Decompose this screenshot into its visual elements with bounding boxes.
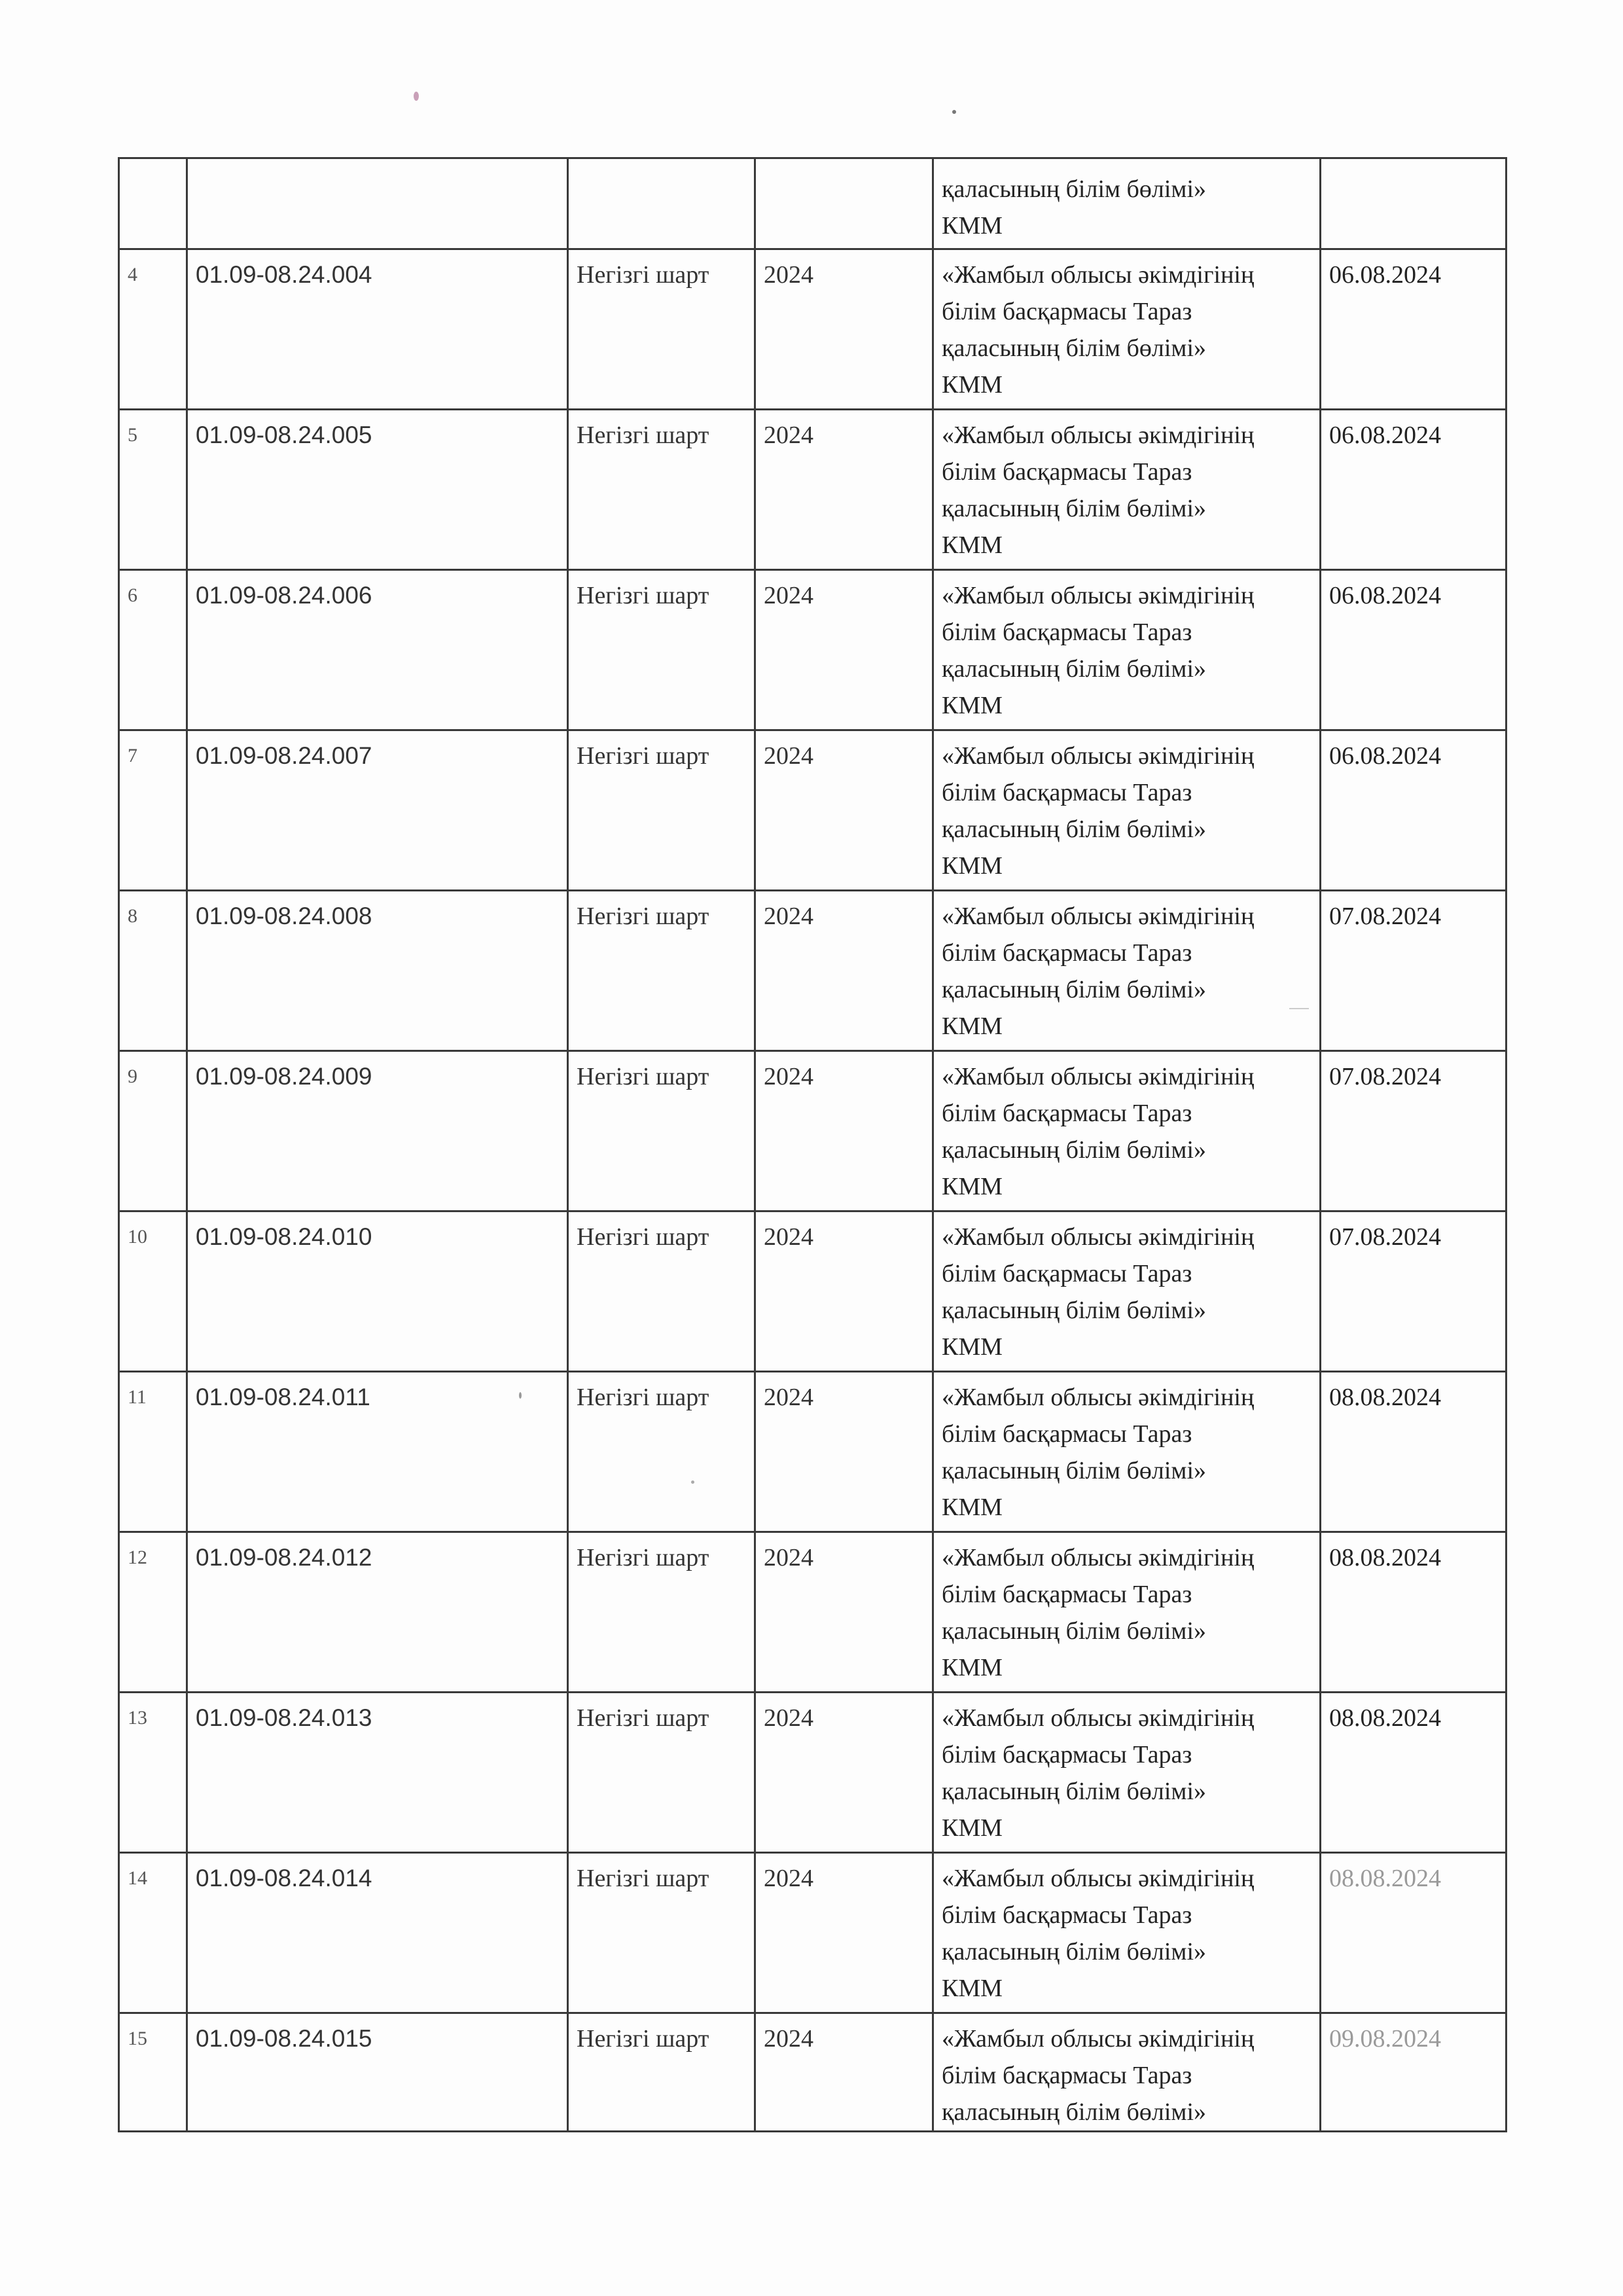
contract-year: 2024 (755, 1051, 933, 1211)
contract-type: Негізгі шарт (568, 570, 755, 730)
contract-type: Негізгі шарт (568, 1372, 755, 1532)
organization: «Жамбыл облысы әкімдігінің білім басқармасы Тараз қаласының білім бөлімі» КММ (933, 1372, 1321, 1532)
contract-date-text: 07.08.2024 (1329, 1063, 1441, 1090)
contract-type: Негізгі шарт (568, 1693, 755, 1853)
contract-type: Негізгі шарт (568, 249, 755, 410)
contract-date-text: 06.08.2024 (1329, 582, 1441, 609)
row-number: 5 (119, 410, 187, 570)
contract-date (1321, 730, 1507, 891)
contract-type: Негізгі шарт (568, 410, 755, 570)
table-row (119, 730, 1507, 891)
contract-number: 01.09-08.24.009 (187, 1051, 568, 1211)
organization: «Жамбыл облысы әкімдігінің білім басқармасы Тараз қаласының білім бөлімі» КММ (933, 1532, 1321, 1693)
table-row (119, 1853, 1507, 2013)
contract-year: 2024 (755, 1372, 933, 1532)
organization: «Жамбыл облысы әкімдігінің білім басқармасы Тараз қаласының білім бөлімі» КММ (933, 1853, 1321, 2013)
contract-number: 01.09-08.24.013 (187, 1693, 568, 1853)
contract-date-text: 06.08.2024 (1329, 261, 1441, 289)
contract-date (1321, 249, 1507, 410)
contract-number: 01.09-08.24.006 (187, 570, 568, 730)
contract-date (1321, 1211, 1507, 1372)
contract-date (1321, 2013, 1507, 2132)
contract-date (1321, 1372, 1507, 1532)
contract-number: 01.09-08.24.012 (187, 1532, 568, 1693)
table-row (119, 1532, 1507, 1693)
table-row (119, 249, 1507, 410)
contract-date-text: 09.08.2024 (1329, 2025, 1441, 2053)
contract-year: 2024 (755, 2013, 933, 2132)
row-number (119, 158, 187, 249)
contract-date (1321, 891, 1507, 1051)
table-row (119, 1051, 1507, 1211)
contract-date (1321, 1532, 1507, 1693)
organization: «Жамбыл облысы әкімдігінің білім басқармасы Тараз қаласының білім бөлімі» КММ (933, 1693, 1321, 1853)
row-number: 8 (119, 891, 187, 1051)
table-row (119, 1372, 1507, 1532)
contract-year: 2024 (755, 1532, 933, 1693)
table-body (119, 249, 1507, 2132)
contract-type: Негізгі шарт (568, 891, 755, 1051)
contract-date (1321, 410, 1507, 570)
scan-speck (952, 110, 956, 114)
row-number: 13 (119, 1693, 187, 1853)
contract-date (1321, 570, 1507, 730)
table-row (119, 1693, 1507, 1853)
organization: «Жамбыл облысы әкімдігінің білім басқармасы Тараз қаласының білім бөлімі» КММ (933, 410, 1321, 570)
contract-year: 2024 (755, 730, 933, 891)
organization: «Жамбыл облысы әкімдігінің білім басқармасы Тараз қаласының білім бөлімі» КММ (933, 249, 1321, 410)
contract-number: 01.09-08.24.010 (187, 1211, 568, 1372)
contract-date-text: 08.08.2024 (1329, 1865, 1441, 1892)
contract-year: 2024 (755, 1211, 933, 1372)
contract-year: 2024 (755, 1693, 933, 1853)
contract-number: 01.09-08.24.011 (187, 1372, 568, 1532)
contract-type: Негізгі шарт (568, 1051, 755, 1211)
contract-type (568, 158, 755, 249)
contract-date-text: 07.08.2024 (1329, 1223, 1441, 1251)
contract-year: 2024 (755, 249, 933, 410)
table-row (119, 570, 1507, 730)
table-row (119, 1211, 1507, 1372)
contract-year (755, 158, 933, 249)
organization: «Жамбыл облысы әкімдігінің білім басқармасы Тараз қаласының білім бөлімі» КММ (933, 730, 1321, 891)
contract-year: 2024 (755, 410, 933, 570)
contract-type: Негізгі шарт (568, 2013, 755, 2132)
table-row (119, 2013, 1507, 2132)
contract-type: Негізгі шарт (568, 730, 755, 891)
contract-date-text: 06.08.2024 (1329, 742, 1441, 770)
contract-number: 01.09-08.24.015 (187, 2013, 568, 2132)
contract-date (1321, 1853, 1507, 2013)
contract-type: Негізгі шарт (568, 1211, 755, 1372)
contract-date-text: 07.08.2024 (1329, 903, 1441, 930)
table-row-continued (119, 158, 1507, 249)
contract-register-table (118, 157, 1507, 2132)
organization: «Жамбыл облысы әкімдігінің білім басқармасы Тараз қаласының білім бөлімі» КММ (933, 1211, 1321, 1372)
contract-type: Негізгі шарт (568, 1853, 755, 2013)
row-number: 6 (119, 570, 187, 730)
row-number: 14 (119, 1853, 187, 2013)
contract-number: 01.09-08.24.004 (187, 249, 568, 410)
contract-year: 2024 (755, 891, 933, 1051)
contract-number: 01.09-08.24.007 (187, 730, 568, 891)
organization: «Жамбыл облысы әкімдігінің білім басқармасы Тараз қаласының білім бөлімі» (933, 2013, 1321, 2132)
contract-number: 01.09-08.24.008 (187, 891, 568, 1051)
table-row (119, 410, 1507, 570)
contract-number: 01.09-08.24.005 (187, 410, 568, 570)
contract-date (1321, 1051, 1507, 1211)
table-row (119, 891, 1507, 1051)
contract-date-text: 08.08.2024 (1329, 1544, 1441, 1571)
scan-speck (414, 92, 419, 101)
contract-date-text: 06.08.2024 (1329, 422, 1441, 449)
contract-date (1321, 1693, 1507, 1853)
contract-year: 2024 (755, 570, 933, 730)
row-number: 12 (119, 1532, 187, 1693)
organization: қаласының білім бөлімі» КММ (933, 158, 1321, 249)
contract-number: 01.09-08.24.014 (187, 1853, 568, 2013)
contract-year: 2024 (755, 1853, 933, 2013)
row-number: 9 (119, 1051, 187, 1211)
row-number: 15 (119, 2013, 187, 2132)
row-number: 4 (119, 249, 187, 410)
row-number: 11 (119, 1372, 187, 1532)
contract-type: Негізгі шарт (568, 1532, 755, 1693)
row-number: 10 (119, 1211, 187, 1372)
contract-number (187, 158, 568, 249)
organization: «Жамбыл облысы әкімдігінің білім басқармасы Тараз қаласының білім бөлімі» КММ (933, 570, 1321, 730)
organization: «Жамбыл облысы әкімдігінің білім басқармасы Тараз қаласының білім бөлімі» КММ (933, 1051, 1321, 1211)
contract-date (1321, 158, 1507, 249)
contract-date-text: 08.08.2024 (1329, 1704, 1441, 1732)
row-number: 7 (119, 730, 187, 891)
contract-date-text: 08.08.2024 (1329, 1384, 1441, 1411)
organization: «Жамбыл облысы әкімдігінің білім басқармасы Тараз қаласының білім бөлімі» КММ (933, 891, 1321, 1051)
